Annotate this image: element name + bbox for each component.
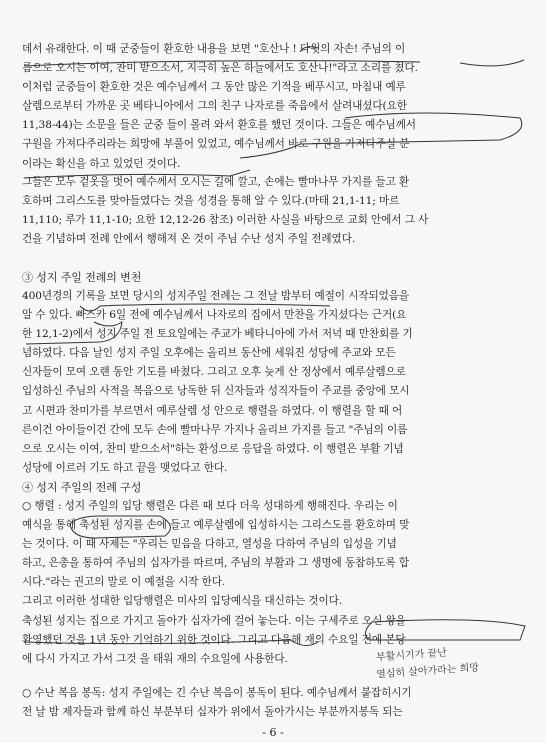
text-line: 신자들이 모여 오랜 동안 기도를 바쳤다. 그리고 오후 늦게 산 정상에서 예루살렘으로 <box>22 366 406 379</box>
text-line: 고 시편과 찬미가를 부르면서 예루살렘 성 안으로 행렬을 하였다. 이 행렬을 할 때 어 <box>22 404 403 417</box>
text-line: 그들은 모두 겉옷을 벗어 예수께서 오시는 길에 깔고, 손에는 빨마나무 가지를 들고 환 <box>22 176 410 188</box>
text-line: 예식을 통해 축성된 성지를 손에 들고 예루살렘에 입성하시는 그리스도를 환호하며 맞 <box>22 519 410 532</box>
text-line: 전 날 밤 제자들과 함께 하신 부분부터 십자가 위에서 돌아가시는 부분까지봉독 되는 <box>22 706 403 719</box>
text-line: 시다."라는 권고의 말로 이 예절을 시작 한다. <box>22 576 226 589</box>
text-line: 11,38-44)는 소문을 들은 군중 들이 몰려 와서 환호를 했던 것이다. 그들은 예수님께서 <box>22 119 416 132</box>
underline-mark <box>24 170 250 178</box>
text-line: 한 12,1-2)에서 성지 주일 전 토요일에는 주교가 베타니아에 가서 저녁 때 만찬회를 기 <box>22 328 413 341</box>
text-line: 이라는 확신을 하고 있었던 것이다. <box>22 157 181 170</box>
text-line: 에 다시 가지고 가서 그것 을 태워 재의 수요일에 사용한다. <box>22 652 288 665</box>
text-line: ○ 행렬 : 성지 주일의 입당 행렬은 다른 때 보다 더욱 성대하게 행해진다. 우리는 이 <box>22 500 398 512</box>
text-line: 입성하신 주님의 사적을 복음으로 낭독한 뒤 신자들과 성직자들이 주교를 중앙에 모시 <box>22 385 410 398</box>
heading-text: ④ 성지 주일의 전례 구성 <box>22 481 142 494</box>
circle-mark <box>240 113 522 158</box>
underline-mark <box>460 60 524 66</box>
page-number: - 6 - <box>262 726 284 739</box>
text-line: 는 것이다. 이 때 사제는 "우리는 믿음을 다하고, 열성을 다하여 주님의 입성을 기념 <box>22 538 397 551</box>
underline-mark <box>24 640 318 646</box>
text-line: 하고, 은총을 통하여 주님의 십자가를 따르며, 주님의 부활과 그 생명에 동참하도록 합 <box>22 557 410 570</box>
underline-mark <box>26 322 122 344</box>
text-line: 른이건 아이들이건 간에 모두 손에 빨마나무 가지나 올리브 가지를 들고 "주님의 이름 <box>22 423 408 436</box>
handwritten-note: 부활시기가 끝난 <box>375 647 448 664</box>
text-line: 살렘으로부터 가까운 곳 베타니아에서 그의 친구 나자로를 죽음에서 살려내셨다(요한 <box>22 100 407 113</box>
text-line: ○ 수난 복음 봉독: 성지 주일에는 긴 수난 복음이 봉독이 된다. 예수님께서 붙잡히시기 <box>22 687 412 699</box>
text-line: 알 수 있다. 빠스카 6일 전에 예수님께서 나자로의 집에서 만찬을 가지셨다는 근거(요 <box>22 309 407 322</box>
text-line: 축성된 성지는 집으로 가지고 돌아가 십자가에 걸어 놓는다. 이는 구세주로 오신 왕을 <box>22 614 406 627</box>
text-line: 건을 기념하며 전례 안에서 행해져 온 것이 주님 수난 성지 주일 전례였다. <box>22 233 356 246</box>
text-line: 구원을 가져다주리라는 희망에 부풀어 있었고, 예수님께서 바로 구원을 가져다주실 분 <box>22 138 410 151</box>
circle-mark <box>365 620 525 640</box>
underline-mark <box>80 304 330 311</box>
underline-mark <box>24 61 420 66</box>
text-line: 400년경의 기록을 보면 당시의 성지주일 전례는 그 전날 밤부터 예절이 시작되었음을 <box>22 290 409 302</box>
text-line: 11,110; 루가 11,1-10; 요한 12,12-26 참조) 이러한 사실을 바탕으로 교회 안에서 그 사 <box>22 214 429 227</box>
text-line: 호하며 그리스도를 맞아들였다는 것을 성경을 통해 알 수 있다.(마태 21,1-11; 마르 <box>22 195 400 208</box>
text-line: 그리고 이러한 성대한 입당행렬은 미사의 입당예식을 대신하는 것이다. <box>22 595 343 608</box>
handwritten-note: 열심히 살아가라는 희망 <box>375 662 480 681</box>
text-line: 데서 유래한다. 이 때 군중들이 환호한 내용을 보면 "호산나 ! 다윗의 자손! 주님의 이 <box>22 43 406 55</box>
text-line: 성당에 이르러 기도 하고 끝을 맺었다고 한다. <box>22 461 228 474</box>
text-line: 름으로 오시는 이여, 찬미 받으소서, 지극히 높은 하늘에서도 호산나!"라고 소리를 쳤다. <box>22 62 418 75</box>
text-line: 으로 오시는 이여, 찬미 받으소서"하는 환성으로 응답을 하였다. 이 행렬은 부활 기념 <box>22 442 404 455</box>
text-line: 념하였다. 다음 날인 성지 주일 오후에는 올리브 동산에 세워진 성당에 주교와 모든 <box>22 347 396 360</box>
underline-mark <box>300 47 318 52</box>
text-line: 이처럼 군중들이 환호한 것은 예수님께서 그 동안 많은 기적을 베푸시고, 마침내 예루 <box>22 81 406 94</box>
circle-mark <box>70 516 170 538</box>
heading-text: ③ 성지 주일 전례의 변천 <box>22 271 142 284</box>
text-line: 환영했던 것을 1년 동안 기억하기 위한 것이다. 그리고 다음해 재의 수요일 전에 본당 <box>22 633 406 646</box>
